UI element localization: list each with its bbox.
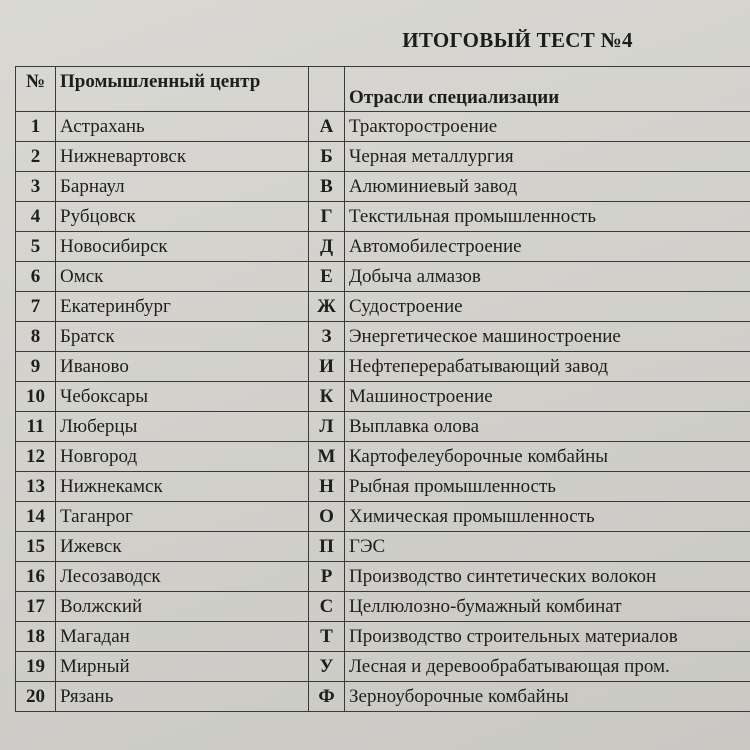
row-number: 7 (16, 292, 56, 322)
row-number: 6 (16, 262, 56, 292)
industrial-center: Нижнекамск (56, 472, 309, 502)
industry-letter: Г (309, 202, 345, 232)
row-number: 18 (16, 622, 56, 652)
row-number: 15 (16, 532, 56, 562)
match-table-wrapper (15, 66, 750, 712)
industry-name: Энергетическое машиностроение (345, 322, 750, 352)
table-row (16, 232, 750, 262)
industry-letter: З (309, 322, 345, 352)
industry-name: Производство строительных материалов (345, 622, 750, 652)
industrial-center: Барнаул (56, 172, 309, 202)
industrial-center: Рязань (56, 682, 309, 712)
industrial-center: Ижевск (56, 532, 309, 562)
table-row (16, 262, 750, 292)
industry-name: Картофелеуборочные комбайны (345, 442, 750, 472)
table-row (16, 412, 750, 442)
industry-letter: И (309, 352, 345, 382)
table-header-row (16, 67, 750, 112)
industry-name: Судостроение (345, 292, 750, 322)
row-number: 17 (16, 592, 56, 622)
row-number: 5 (16, 232, 56, 262)
row-number: 11 (16, 412, 56, 442)
row-number: 14 (16, 502, 56, 532)
industry-name: Выплавка олова (345, 412, 750, 442)
page-title: ИТОГОВЫЙ ТЕСТ №4 (402, 28, 633, 52)
industry-name: Нефтеперерабатывающий завод (345, 352, 750, 382)
industry-letter: Р (309, 562, 345, 592)
industrial-center: Люберцы (56, 412, 309, 442)
industrial-center: Таганрог (56, 502, 309, 532)
industry-name: Машиностроение (345, 382, 750, 412)
industry-letter: Н (309, 472, 345, 502)
industry-name: Автомобилестроение (345, 232, 750, 262)
industrial-center: Иваново (56, 352, 309, 382)
header-center: Промышленный центр (56, 67, 309, 112)
industry-letter: Д (309, 232, 345, 262)
table-row (16, 652, 750, 682)
header-number: № (16, 67, 56, 112)
industry-name: Черная металлургия (345, 142, 750, 172)
industry-name: Текстильная промышленность (345, 202, 750, 232)
table-row (16, 502, 750, 532)
row-number: 12 (16, 442, 56, 472)
industry-letter: П (309, 532, 345, 562)
industry-name: Алюминиевый завод (345, 172, 750, 202)
table-row (16, 292, 750, 322)
row-number: 4 (16, 202, 56, 232)
industrial-center: Братск (56, 322, 309, 352)
industry-name: Производство синтетических волокон (345, 562, 750, 592)
row-number: 19 (16, 652, 56, 682)
table-row (16, 472, 750, 502)
table-row (16, 442, 750, 472)
industry-name: Целлюлозно-бумажный комбинат (345, 592, 750, 622)
table-row (16, 142, 750, 172)
industrial-center: Магадан (56, 622, 309, 652)
row-number: 3 (16, 172, 56, 202)
industry-letter: Б (309, 142, 345, 172)
industry-name: Лесная и деревообрабатывающая пром. (345, 652, 750, 682)
industrial-center: Екатеринбург (56, 292, 309, 322)
industrial-center: Астрахань (56, 112, 309, 142)
industry-letter: К (309, 382, 345, 412)
industry-name: Добыча алмазов (345, 262, 750, 292)
industry-letter: М (309, 442, 345, 472)
row-number: 2 (16, 142, 56, 172)
industry-name: Рыбная промышленность (345, 472, 750, 502)
industry-letter: Т (309, 622, 345, 652)
industry-letter: Е (309, 262, 345, 292)
row-number: 16 (16, 562, 56, 592)
industry-name: Зерноуборочные комбайны (345, 682, 750, 712)
table-row (16, 382, 750, 412)
row-number: 10 (16, 382, 56, 412)
industry-letter: У (309, 652, 345, 682)
row-number: 8 (16, 322, 56, 352)
industry-letter: Л (309, 412, 345, 442)
table-row (16, 322, 750, 352)
industry-letter: Ж (309, 292, 345, 322)
row-number: 13 (16, 472, 56, 502)
industry-letter: Ф (309, 682, 345, 712)
industrial-center: Волжский (56, 592, 309, 622)
table-row (16, 202, 750, 232)
industry-name: Тракторостроение (345, 112, 750, 142)
table-row (16, 592, 750, 622)
header-letter (309, 67, 345, 112)
match-table (15, 66, 750, 712)
industry-name: ГЭС (345, 532, 750, 562)
industrial-center: Новгород (56, 442, 309, 472)
table-row (16, 622, 750, 652)
table-row (16, 112, 750, 142)
table-row (16, 352, 750, 382)
industry-letter: В (309, 172, 345, 202)
header-industry: Отрасли специализации (345, 67, 750, 112)
industry-letter: О (309, 502, 345, 532)
industrial-center: Рубцовск (56, 202, 309, 232)
industrial-center: Омск (56, 262, 309, 292)
industry-letter: А (309, 112, 345, 142)
industry-name: Химическая промышленность (345, 502, 750, 532)
table-row (16, 562, 750, 592)
row-number: 9 (16, 352, 56, 382)
industrial-center: Чебоксары (56, 382, 309, 412)
table-row (16, 682, 750, 712)
row-number: 1 (16, 112, 56, 142)
table-row (16, 172, 750, 202)
industrial-center: Лесозаводск (56, 562, 309, 592)
industry-letter: С (309, 592, 345, 622)
table-row (16, 532, 750, 562)
industrial-center: Новосибирск (56, 232, 309, 262)
industrial-center: Нижневартовск (56, 142, 309, 172)
row-number: 20 (16, 682, 56, 712)
industrial-center: Мирный (56, 652, 309, 682)
table-body (16, 112, 750, 712)
